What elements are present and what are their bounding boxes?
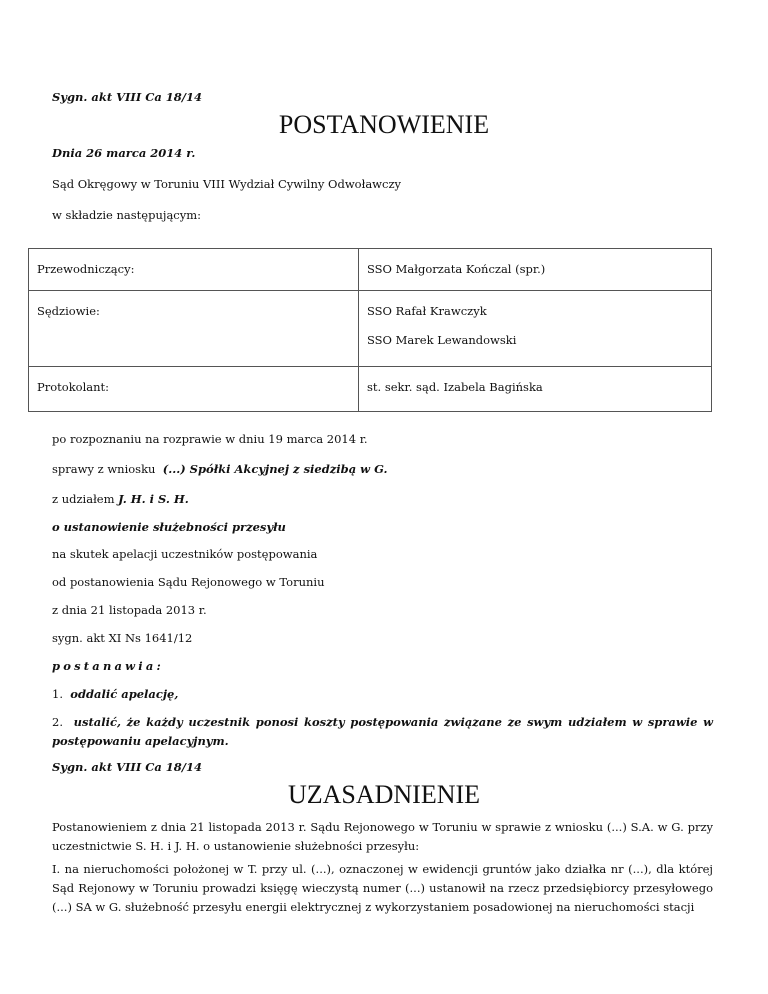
case-prefix: sprawy z wniosku [52, 462, 156, 476]
judges-label: Sędziowie: [37, 304, 100, 318]
case-applicant: (...) Spółki Akcyjnej z siedzibą w G. [162, 462, 388, 476]
chair-label: Przewodniczący: [37, 262, 135, 276]
justification-paragraph: I. na nieruchomości położonej w T. przy ul. (...), oznaczonej w ewidencji gruntów jako działka nr (...), dla której Sąd Rejonowy w Toruniu prowadzi księgę wieczystą numer (...) ustanowił na rzecz przedsiębiorcy przesyłowego (...) SA w G. służebność przesyłu energii elektrycznej z wykorzystaniem posadowionej na nieruchomości stacji [52, 862, 713, 914]
table-row [29, 291, 712, 367]
judge-name: SSO Marek Lewandowski [367, 333, 517, 347]
ruling-number: 1. [52, 687, 63, 701]
participants-prefix: z udziałem [52, 492, 115, 506]
decision-date: Dnia 26 marca 2014 r. [52, 146, 196, 160]
participants-line [52, 492, 189, 506]
judge-name: SSO Rafał Krawczyk [367, 304, 487, 318]
clerk-label: Protokolant: [37, 380, 110, 394]
case-line [52, 462, 388, 476]
ruling-text: ustalić, że każdy uczestnik ponosi koszty postępowania związane ze swym udziałem w sprawie w postępowaniu apelacyjnym. [52, 715, 713, 748]
participants-names: J. H. i S. H. [118, 492, 189, 506]
court-name: Sąd Okręgowy w Toruniu VIII Wydział Cywilny Odwoławczy [52, 177, 402, 191]
appeal-line: na skutek apelacji uczestników postępowania [52, 547, 318, 561]
chair-value: SSO Małgorzata Kończal (spr.) [367, 262, 546, 276]
hearing-line: po rozpoznaniu na rozprawie w dniu 19 marca 2014 r. [52, 432, 368, 446]
clerk-value: st. sekr. sąd. Izabela Bagińska [367, 380, 543, 394]
court-panel-table [28, 248, 712, 412]
table-row [29, 249, 712, 291]
case-reference-bottom: Sygn. akt VIII Ca 18/14 [52, 760, 203, 774]
lower-court-reference: sygn. akt XI Ns 1641/12 [52, 631, 193, 645]
justification-title: UZASADNIENIE [287, 780, 481, 809]
ruling-heading: postanawia: [52, 659, 164, 673]
decision-title: POSTANOWIENIE [278, 110, 490, 139]
case-subject: o ustanowienie służebności przesyłu [52, 520, 286, 534]
justification-paragraph: Postanowieniem z dnia 21 listopada 2013 r. Sądu Rejonowego w Toruniu w sprawie z wniosku (...) S.A. w G. przy uczestnictwie S. H. i J. H. o ustanowienie służebności przesyłu: [52, 820, 713, 853]
composition-intro: w składzie następującym: [52, 208, 202, 222]
ruling-item [52, 687, 178, 701]
ruling-text: oddalić apelację, [70, 687, 179, 701]
lower-court-line: od postanowienia Sądu Rejonowego w Toruniu [52, 575, 325, 589]
ruling-number: 2. [52, 715, 63, 729]
case-reference-top: Sygn. akt VIII Ca 18/14 [52, 90, 203, 104]
lower-court-date: z dnia 21 listopada 2013 r. [52, 603, 207, 617]
table-row [29, 367, 712, 412]
ruling-item [52, 713, 713, 751]
